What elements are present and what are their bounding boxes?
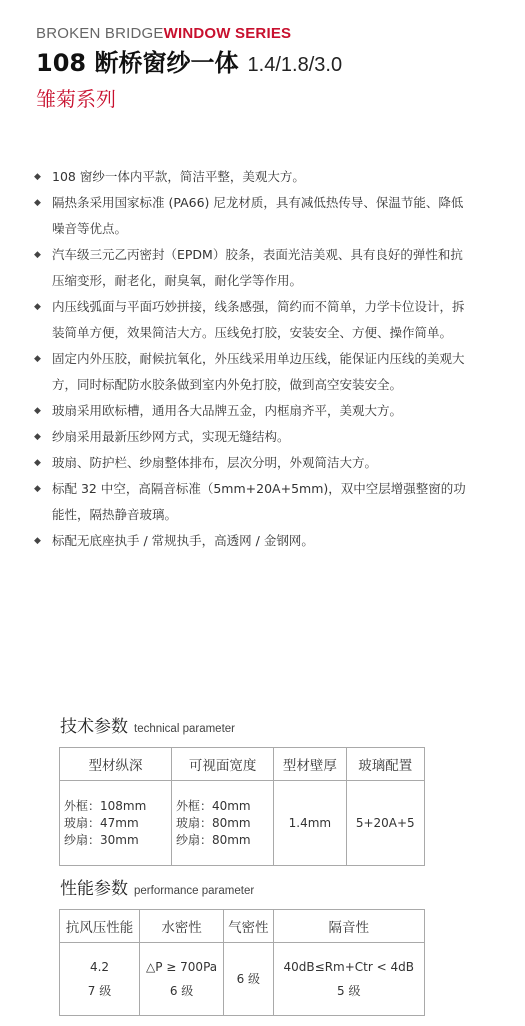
header-water: 水密性 bbox=[140, 910, 224, 943]
tech-title-zh: 技术参数 bbox=[60, 717, 128, 737]
bullet-icon: ◆ bbox=[34, 302, 41, 312]
perf-title-en: performance parameter bbox=[134, 885, 255, 897]
feature-text: 内压线弧面与平面巧妙拼接，线条感强，简约而不简单，力学卡位设计，拆装简单方便，效果简洁大方。压线免打胶，安装安全、方便、操作简单。 bbox=[52, 299, 465, 340]
bullet-icon: ◆ bbox=[34, 484, 41, 494]
feature-text: 隔热条采用国家标准 (PA66) 尼龙材质，具有减低热传导、保温节能、降低噪音等优点。 bbox=[52, 195, 464, 236]
feature-item bbox=[34, 528, 474, 554]
feature-item bbox=[34, 242, 474, 294]
feature-item bbox=[34, 164, 474, 190]
bullet-icon: ◆ bbox=[34, 250, 41, 260]
feature-text: 玻扇、防护栏、纱扇整体排布，层次分明，外观简洁大方。 bbox=[52, 455, 378, 470]
table-header-row bbox=[60, 910, 425, 943]
bullet-icon: ◆ bbox=[34, 172, 41, 182]
air-grade: 6 级 bbox=[236, 972, 261, 986]
product-title-main: 108 断桥窗纱一体 bbox=[36, 49, 239, 77]
feature-text: 标配 32 中空，高隔音标准（5mm+20A+5mm)，双中空层增强整窗的功能性，隔热静音玻璃。 bbox=[52, 481, 466, 522]
sound-grade: 5 级 bbox=[337, 984, 361, 998]
cell-width bbox=[171, 781, 273, 866]
series-label-red: WINDOW SERIES bbox=[163, 25, 292, 42]
sound-value: 40dB≤Rm+Ctr < 4dB bbox=[283, 960, 414, 974]
header-width: 可视面宽度 bbox=[171, 748, 273, 781]
feature-text: 汽车级三元乙丙密封（EPDM）胶条，表面光洁美观、具有良好的弹性和抗压缩变形，耐老化，耐臭氧，耐化学等作用。 bbox=[52, 247, 463, 288]
series-label-gray: BROKEN BRIDGE bbox=[36, 25, 164, 42]
bullet-icon: ◆ bbox=[34, 198, 41, 208]
header-wind: 抗风压性能 bbox=[60, 910, 140, 943]
width-frame: 外框：40mm bbox=[175, 798, 251, 813]
cell-air bbox=[224, 943, 273, 1016]
product-subtitle: 雏菊系列 bbox=[36, 87, 116, 111]
tech-section-title bbox=[60, 712, 235, 737]
header-depth: 型材纵深 bbox=[60, 748, 172, 781]
bullet-icon: ◆ bbox=[34, 406, 41, 416]
water-value: △P ≥ 700Pa bbox=[146, 960, 218, 974]
table-header-row bbox=[60, 748, 425, 781]
bullet-icon: ◆ bbox=[34, 432, 41, 442]
tech-title-en: technical parameter bbox=[134, 723, 235, 735]
page-header bbox=[36, 22, 506, 112]
feature-item bbox=[34, 190, 474, 242]
width-glass-sash: 玻扇：80mm bbox=[175, 815, 251, 830]
header-sound: 隔音性 bbox=[273, 910, 425, 943]
header-glass: 玻璃配置 bbox=[346, 748, 424, 781]
wind-value: 4.2 bbox=[89, 960, 110, 974]
feature-list bbox=[34, 164, 474, 554]
header-air: 气密性 bbox=[224, 910, 273, 943]
feature-text: 标配无底座执手 / 常规执手，高透网 / 金钢网。 bbox=[52, 533, 314, 548]
depth-frame: 外框：108mm bbox=[64, 798, 147, 813]
feature-text: 108 窗纱一体内平款，简洁平整，美观大方。 bbox=[52, 169, 305, 184]
perf-title-zh: 性能参数 bbox=[60, 879, 128, 899]
feature-text: 纱扇采用最新压纱网方式，实现无缝结构。 bbox=[52, 429, 290, 444]
bullet-icon: ◆ bbox=[34, 354, 41, 364]
header-thickness: 型材壁厚 bbox=[274, 748, 346, 781]
width-screen-sash: 纱扇：80mm bbox=[175, 832, 251, 847]
cell-wind bbox=[60, 943, 140, 1016]
depth-glass-sash: 玻扇：47mm bbox=[64, 815, 139, 830]
depth-screen-sash: 纱扇：30mm bbox=[64, 832, 139, 847]
feature-text: 固定内外压胶，耐候抗氧化，外压线采用单边压线，能保证内压线的美观大方，同时标配防水胶条做到室内外免打胶，做到高空安装安全。 bbox=[52, 351, 465, 392]
feature-text: 玻扇采用欧标槽，通用各大品牌五金，内框扇齐平，美观大方。 bbox=[52, 403, 403, 418]
product-title-sizes: 1.4/1.8/3.0 bbox=[247, 54, 343, 76]
cell-sound bbox=[273, 943, 425, 1016]
table-row bbox=[60, 781, 425, 866]
feature-item bbox=[34, 450, 474, 476]
cell-depth bbox=[60, 781, 172, 866]
feature-item bbox=[34, 476, 474, 528]
perf-section-title bbox=[60, 874, 254, 899]
series-label bbox=[36, 22, 506, 45]
water-grade: 6 级 bbox=[169, 984, 194, 998]
feature-item bbox=[34, 346, 474, 398]
feature-item bbox=[34, 294, 474, 346]
feature-item bbox=[34, 398, 474, 424]
cell-water bbox=[140, 943, 224, 1016]
feature-item bbox=[34, 424, 474, 450]
tech-table bbox=[59, 747, 425, 866]
cell-thickness: 1.4mm bbox=[274, 781, 346, 866]
wind-grade: 7 级 bbox=[87, 984, 112, 998]
perf-table bbox=[59, 909, 425, 1016]
cell-glass: 5+20A+5 bbox=[346, 781, 424, 866]
bullet-icon: ◆ bbox=[34, 536, 41, 546]
table-row bbox=[60, 943, 425, 1016]
product-title bbox=[36, 49, 506, 80]
bullet-icon: ◆ bbox=[34, 458, 41, 468]
